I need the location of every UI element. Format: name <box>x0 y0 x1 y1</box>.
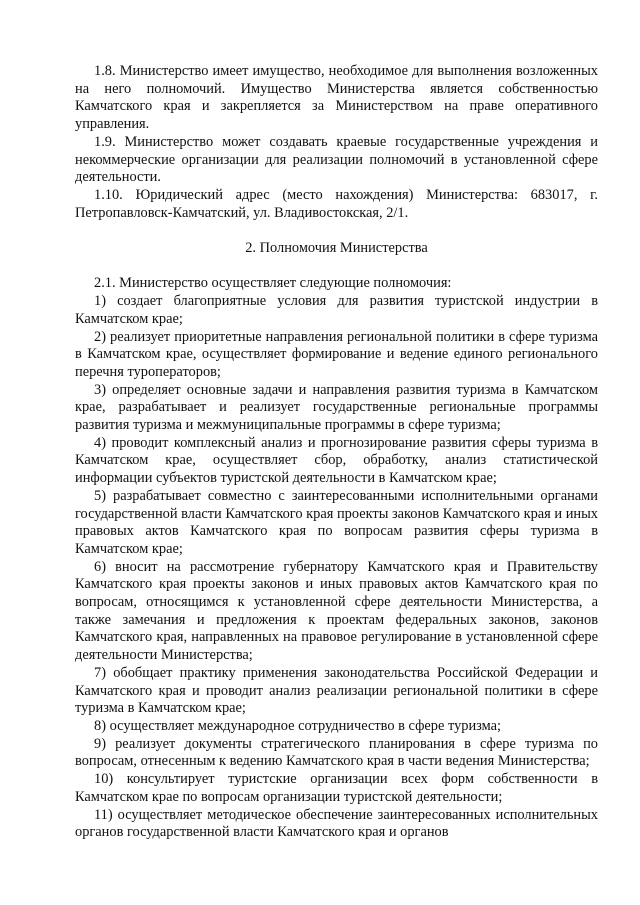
list-item-5: 5) разрабатывает совместно с заинтересованными исполнительными органами государственной власти Камчатского края проекты законов Камчатского края и иных правовых актов Камчатского края по вопросам развития сферы туризма в Камчатском крае; <box>75 487 598 557</box>
section-heading: 2. Полномочия Министерства <box>245 240 428 257</box>
list-item-3: 3) определяет основные задачи и направления развития туризма в Камчатском крае, разрабатывает и реализует государственные региональные программы развития туризма и межмуниципальные программы в сфере туризма; <box>75 381 598 434</box>
paragraph-2-1: 2.1. Министерство осуществляет следующие полномочия: <box>94 275 452 292</box>
paragraph-1-9: 1.9. Министерство может создавать краевые государственные учреждения и некоммерческие организации для реализации полномочий в установленной сфере деятельности. <box>75 133 598 186</box>
paragraph-1-10: 1.10. Юридический адрес (место нахождения) Министерства: 683017, г. Петропавловск-Камчатский, ул. Владивостокская, 2/1. <box>75 186 598 221</box>
paragraph-1-8: 1.8. Министерство имеет имущество, необходимое для выполнения возложенных на него полномочий. Имущество Министерства является собственностью Камчатского края и закрепляется за Министерством на праве оперативного управления. <box>75 63 598 133</box>
list-item-6: 6) вносит на рассмотрение губернатору Камчатского края и Правительству Камчатского края проекты законов и иных правовых актов Камчатского края по вопросам, относящимся к установленной сфере деятельности Министерства, а также замечания и предложения к проектам федеральных законов, законов Камчатского края, направленных на правовое регулирование в установленной сфере деятельности Министерства; <box>75 558 598 664</box>
list-item-2: 2) реализует приоритетные направления региональной политики в сфере туризма в Камчатском крае, осуществляет формирование и ведение единого регионального перечня туроператоров; <box>75 328 598 380</box>
list-item-11: 11) осуществляет методическое обеспечение заинтересованных исполнительных органов государственной власти Камчатского края и органов <box>75 806 598 841</box>
list-item-4: 4) проводит комплексный анализ и прогнозирование развития сферы туризма в Камчатском крае, осуществляет сбор, обработку, анализ статистической информации субъектов туристской деятельности в Камчатском крае; <box>75 434 598 487</box>
list-item-8: 8) осуществляет международное сотрудничество в сфере туризма; <box>94 717 502 734</box>
list-item-10: 10) консультирует туристские организации всех форм собственности в Камчатском крае по вопросам организации туристской деятельности; <box>75 771 598 805</box>
list-item-9: 9) реализует документы стратегического планирования в сфере туризма по вопросам, отнесенным к ведению Камчатского края в части ведения Министерства; <box>75 735 598 770</box>
list-item-7: 7) обобщает практику применения законодательства Российской Федерации и Камчатского края и проводит анализ реализации региональной политики в сфере туризма в Камчатском крае; <box>75 664 598 717</box>
document-body <box>75 63 598 842</box>
list-item-1: 1) создает благоприятные условия для развития туристской индустрии в Камчатском крае; <box>75 293 598 327</box>
